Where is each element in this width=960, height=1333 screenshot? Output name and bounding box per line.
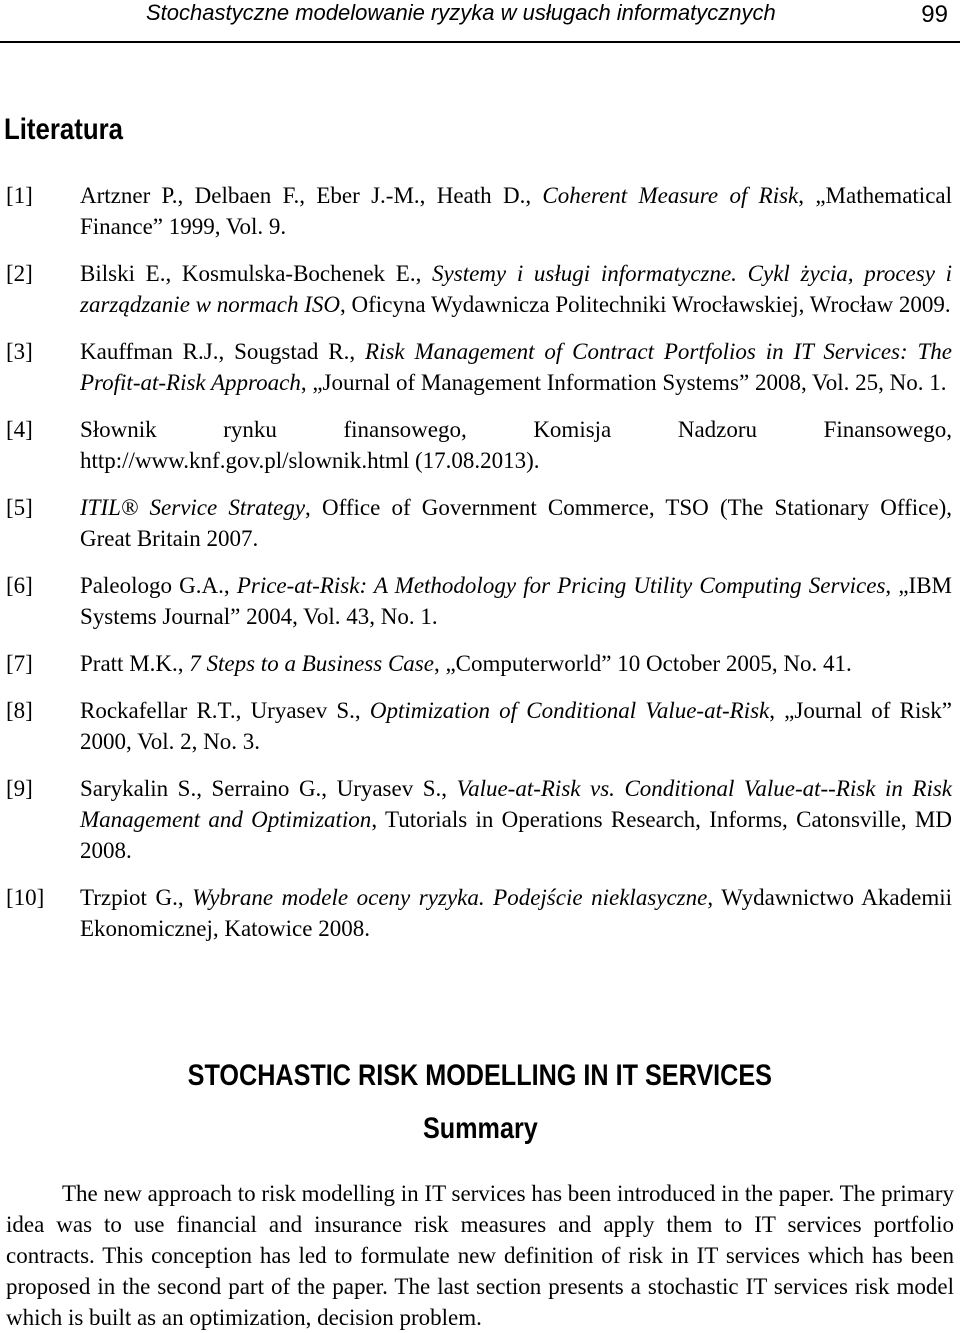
literature-heading: Literatura (4, 113, 124, 146)
reference-item (0, 336, 960, 398)
reference-title: Optimization of Conditional Value-at-Risk (369, 698, 770, 723)
reference-segment: , „Computerworld” 10 October 2005, No. 41. (433, 651, 852, 676)
reference-title: 7 Steps to a Business Case (189, 651, 434, 676)
reference-segment: Kauffman R.J., Sougstad R., (80, 339, 366, 364)
summary-title (0, 1058, 960, 1094)
reference-segment: , „Journal of Management Information Systems” 2008, Vol. 25, No. 1. (300, 370, 947, 395)
reference-item (0, 414, 960, 476)
reference-number: [2] (6, 261, 33, 286)
reference-text (80, 336, 952, 398)
reference-title: Systemy i usługi informatyczne. Cykl życia, procesy i zarządzanie w normach ISO (80, 261, 953, 317)
reference-segment: Paleologo G.A., (80, 573, 237, 598)
reference-segment: Bilski E., Kosmulska-Bochenek E., (80, 261, 433, 286)
reference-number: [9] (6, 776, 33, 801)
reference-item (0, 258, 960, 320)
reference-number: [7] (6, 651, 33, 676)
reference-item (0, 773, 960, 866)
reference-number: [3] (6, 339, 33, 364)
reference-title: Value-at-Risk vs. Conditional Value-at--Risk in Risk Management and Optimization (80, 776, 952, 832)
reference-number: [10] (6, 885, 45, 910)
reference-segment: , „IBM Systems Journal” 2004, Vol. 43, No. 1. (80, 573, 952, 629)
summary-text: The new approach to risk modelling in IT services has been introduced in the paper. The primary idea was to use financial and insurance risk measures and apply them to IT services portfolio contracts. This conception has led to formulate new definition of risk in IT services which has been proposed in the second part of the paper. The last section presents a stochastic IT services risk model which is built as an optimization, decision problem. (6, 1181, 954, 1330)
reference-segment: Artzner P., Delbaen F., Eber J.-M., Heath D., (80, 183, 543, 208)
reference-text (80, 773, 952, 866)
reference-segment: Trzpiot G., (80, 885, 193, 910)
summary-subtitle (0, 1111, 960, 1147)
reference-text (80, 492, 952, 554)
reference-item (0, 695, 960, 757)
reference-title: Price-at-Risk: A Methodology for Pricing Utility Computing Services (236, 573, 886, 598)
reference-title: Risk Management of Contract Portfolios in IT Services: The Profit-at-Risk Approach (80, 339, 952, 395)
reference-title: Wybrane modele oceny ryzyka. Podejście nieklasyczne (192, 885, 708, 910)
reference-number: [8] (6, 698, 33, 723)
reference-number: [5] (6, 495, 33, 520)
reference-text (80, 258, 952, 320)
reference-segment: , Tutorials in Operations Research, Informs, Catonsville, MD 2008. (80, 807, 952, 863)
reference-text (80, 570, 952, 632)
summary-subtitle-text: Summary (422, 1112, 538, 1145)
reference-item (0, 570, 960, 632)
reference-segment: Słownik rynku finansowego, Komisja Nadzoru Finansowego, http://www.knf.gov.pl/slownik.html (17.08.2013). (80, 417, 952, 473)
reference-item (0, 882, 960, 944)
reference-title: ITIL® Service Strategy (80, 495, 306, 520)
reference-segment: , „Journal of Risk” 2000, Vol. 2, No. 3. (80, 698, 953, 754)
reference-item (0, 648, 960, 679)
reference-text (80, 695, 952, 757)
reference-segment: , Oficyna Wydawnicza Politechniki Wrocławskiej, Wrocław 2009. (340, 292, 951, 317)
reference-segment: Pratt M.K., (80, 651, 190, 676)
reference-text (80, 648, 952, 679)
reference-number: [4] (6, 417, 33, 442)
reference-text (80, 882, 952, 944)
reference-title: Coherent Measure of Risk (542, 183, 799, 208)
reference-item (0, 180, 960, 242)
reference-text (80, 414, 952, 476)
reference-number: [6] (6, 573, 33, 598)
reference-segment: , Office of Government Commerce, TSO (The Stationary Office), Great Britain 2007. (80, 495, 952, 551)
reference-segment: Rockafellar R.T., Uryasev S., (80, 698, 370, 723)
header-title: Stochastyczne modelowanie ryzyka w usługach informatycznych (146, 0, 776, 25)
reference-segment: Sarykalin S., Serraino G., Uryasev S., (80, 776, 457, 801)
summary-title-text: STOCHASTIC RISK MODELLING IN IT SERVICES (187, 1059, 773, 1092)
reference-text (80, 180, 952, 242)
running-header (0, 0, 960, 44)
page-number: 99 (921, 1, 948, 28)
reference-list (0, 180, 960, 960)
reference-segment: , Wydawnictwo Akademii Ekonomicznej, Katowice 2008. (80, 885, 953, 941)
header-rule (0, 41, 960, 43)
reference-segment: , „Mathematical Finance” 1999, Vol. 9. (80, 183, 952, 239)
reference-item (0, 492, 960, 554)
reference-number: [1] (6, 183, 33, 208)
